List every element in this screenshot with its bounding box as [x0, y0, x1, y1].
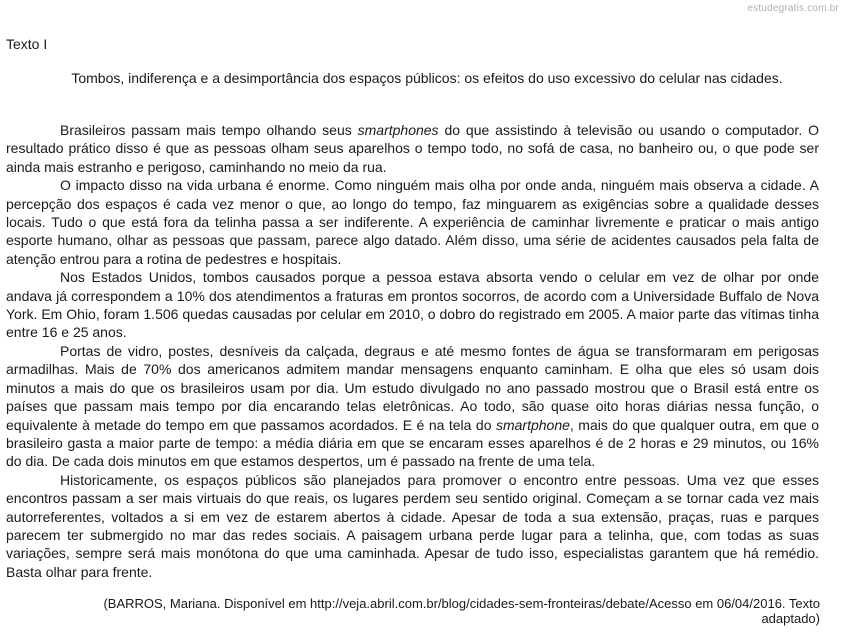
- paragraph-4: [6, 342, 819, 471]
- paragraph-1: [6, 121, 819, 176]
- paragraph-5: Historicamente, os espaços públicos são planejados para promover o encontro entre pessoas. Uma vez que esses encontros passam a ser mais virtuais do que reais, os lugares perdem seu sentido original. Começam a se tornar cada vez mais autorreferentes, voltados a si em vez de estarem abertos à cidade. Apesar de toda a sua extensão, praças, ruas e parques parecem ter submergido no mar das redes sociais. A paisagem urbana perde lugar para a telinha, que, com todas as suas variações, sempre será mais monótona do que uma caminhada. Apesar de tudo isso, especialistas garantem que há remédio. Basta olhar para frente.: [6, 471, 819, 580]
- paragraph-1-part-a: Brasileiros passam mais tempo olhando seus: [60, 122, 358, 138]
- article-title: Tombos, indiferença e a desimportância dos espaços públicos: os efeitos do uso excessivo do celular nas cidades.: [71, 70, 783, 86]
- source-citation: (BARROS, Mariana. Disponível em http://veja.abril.com.br/blog/cidades-sem-fronteiras/debate/Acesso em 06/04/2016. Texto adaptado): [103, 596, 820, 626]
- paragraph-1-part-b: do que assistindo à televisão ou usando o computador. O resultado prático disso é que as pessoas olham seus aparelhos o tempo todo, no sofá de casa, no banheiro ou, o que pode ser ainda mais estranho e perigoso, caminhando no meio da rua.: [6, 122, 819, 175]
- paragraph-3: Nos Estados Unidos, tombos causados porque a pessoa estava absorta vendo o celular em vez de olhar por onde andava já correspondem a 10% dos atendimentos a fraturas em prontos socorros, de acordo com a Universidade Buffalo de Nova York. Em Ohio, foram 1.506 quedas causadas por celular em 2010, o dobro do registrado em 2005. A maior parte das vítimas tinha entre 16 e 25 anos.: [6, 269, 819, 341]
- paragraph-4-emphasis: smartphone: [495, 416, 570, 433]
- paragraph-4-part-b: , mais do que qualquer outra, em que o brasileiro gasta a maior parte de tempo: a média diária em que se encaram esses aparelhos é de 2 horas e 29 minutos, ou 16% do dia. De cada dois minutos em que estamos despertos, um é passado na frente de uma tela.: [6, 416, 819, 470]
- text-label: Texto I: [6, 36, 48, 52]
- paragraph-4-part-a: Portas de vidro, postes, desníveis da calçada, degraus e até mesmo fontes de água se transformaram em perigosas armadilhas. Mais de 70% dos americanos admitem mandar mensagens enquanto caminham. E olha que eles só usam dois minutos a mais do que os brasileiros usam por dia. Um estudo divulgado no ano passado mostrou que o Brasil está entre os países que passam mais tempo por dia encarando telas eletrônicas. Ao todo, são quase oito horas diárias nessa função, o equivalente à metade do tempo em que passamos acordados. E é na tela do: [6, 342, 819, 433]
- article-body: [6, 121, 819, 581]
- paragraph-2: O impacto disso na vida urbana é enorme. Como ninguém mais olha por onde anda, ninguém mais observa a cidade. A percepção dos espaços é cada vez menor o que, ao longo do tempo, faz minguarem as exigências sobre a qualidade desses locais. Tudo o que está fora da telinha passa a ser indiferente. A experiência de caminhar livremente e praticar o mais antigo esporte humano, olhar as pessoas que passam, parece algo datado. Além disso, uma série de acidentes causados pela falta de atenção entrou para a rotina de pedestres e hospitais.: [6, 177, 819, 267]
- paragraph-1-emphasis: smartphones: [357, 122, 439, 138]
- site-watermark: estudegratis.com.br: [747, 3, 839, 14]
